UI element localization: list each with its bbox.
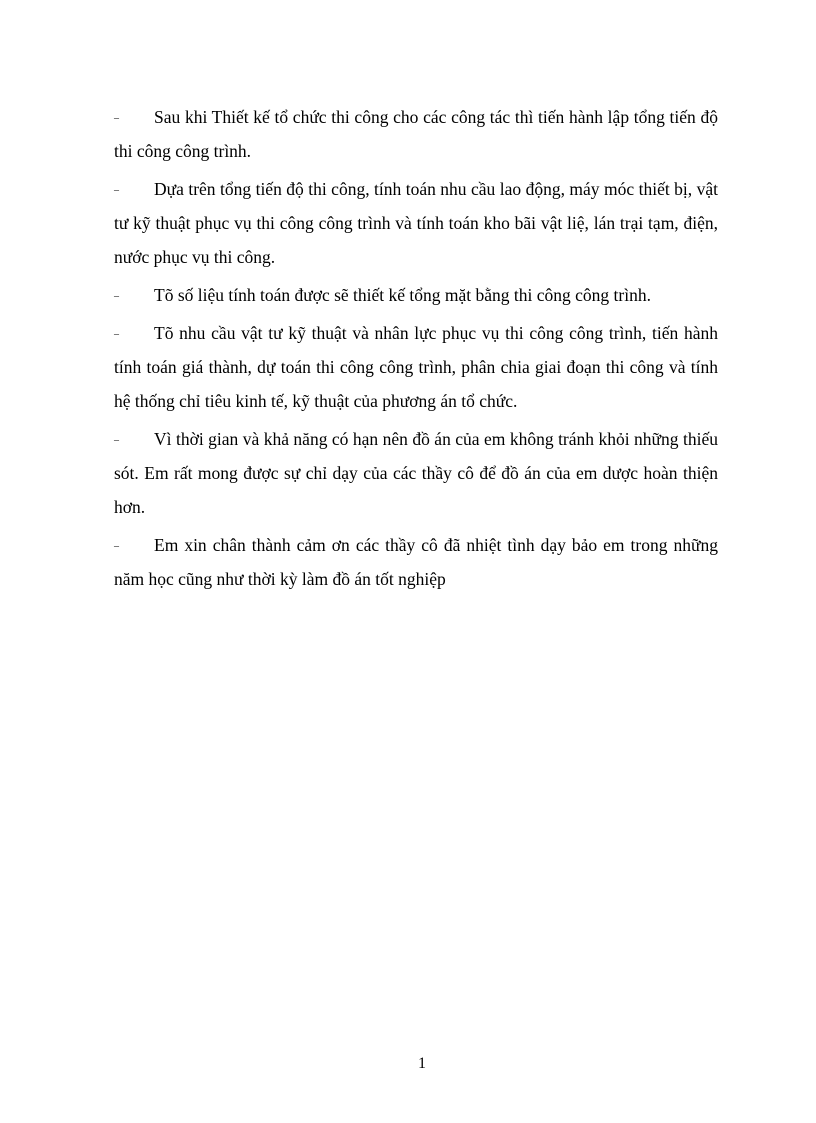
- paragraph-text: Em xin chân thành cảm ơn các thầy cô đã nhiệt tình dạy bảo em trong những năm học cũng như thời kỳ làm đồ án tốt nghiệp: [114, 535, 718, 589]
- page-number: 1: [418, 1055, 426, 1072]
- bullet-dash-icon: –: [114, 185, 119, 196]
- paragraph-text: Tõ số liệu tính toán được sẽ thiết kế tổng mặt bằng thi công công trình.: [154, 285, 651, 305]
- paragraph-2: [114, 172, 718, 274]
- paragraph-text: Dựa trên tổng tiến độ thi công, tính toán nhu cầu lao động, máy móc thiết bị, vật tư kỹ thuật phục vụ thi công công trình và tính toán kho bãi vật liệ, lán trại tạm, điện, nước phục vụ thi công.: [114, 179, 718, 267]
- bullet-dash-icon: –: [114, 541, 119, 552]
- paragraph-text: Tõ nhu cầu vật tư kỹ thuật và nhân lực phục vụ thi công công trình, tiến hành tính toán giá thành, dự toán thi công công trình, phân chia giai đoạn thi công và tính hệ thống chỉ tiêu kinh tế, kỹ thuật của phương án tổ chức.: [114, 323, 718, 411]
- paragraph-3: [114, 278, 718, 312]
- bullet-dash-icon: –: [114, 113, 119, 124]
- paragraph-1: [114, 100, 718, 168]
- paragraph-4: [114, 316, 718, 418]
- paragraph-6: [114, 528, 718, 596]
- paragraph-text: Sau khi Thiết kế tổ chức thi công cho các công tác thì tiến hành lập tổng tiến độ thi công công trình.: [114, 107, 718, 161]
- bullet-dash-icon: –: [114, 291, 119, 302]
- bullet-dash-icon: –: [114, 435, 119, 446]
- paragraph-text: Vì thời gian và khả năng có hạn nên đồ án của em không tránh khỏi những thiếu sót. Em rất mong được sự chỉ dạy của các thầy cô để đồ án của em dược hoàn thiện hơn.: [114, 429, 718, 517]
- document-body: [114, 100, 718, 600]
- bullet-dash-icon: –: [114, 329, 119, 340]
- paragraph-5: [114, 422, 718, 524]
